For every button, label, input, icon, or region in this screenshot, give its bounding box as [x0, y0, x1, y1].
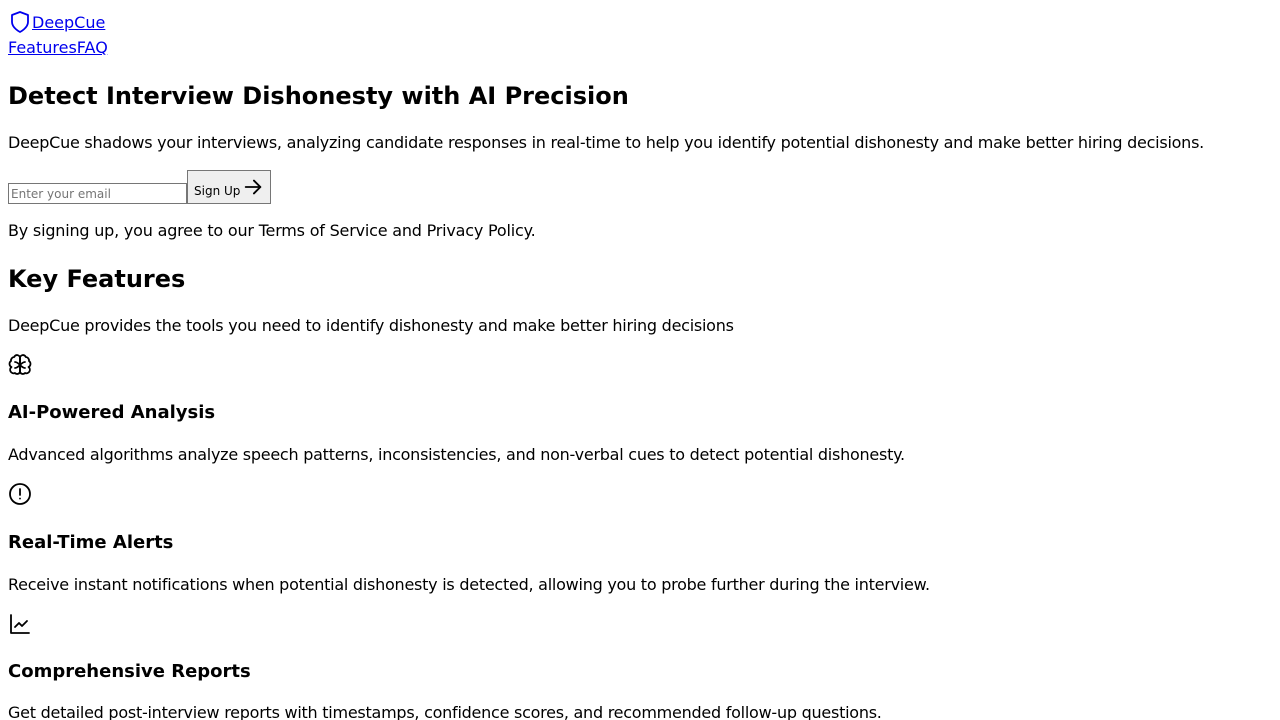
signup-button-label: Sign Up	[194, 184, 241, 198]
feature-title: Comprehensive Reports	[8, 661, 251, 682]
signup-form	[8, 170, 271, 204]
signup-button[interactable]	[187, 170, 271, 204]
email-input[interactable]	[8, 183, 187, 204]
arrow-right-icon	[242, 176, 264, 198]
nav-link-features[interactable]: Features	[8, 38, 77, 57]
feature-description: Advanced algorithms analyze speech patterns, inconsistencies, and non-verbal cues to detect potential dishonesty.	[8, 445, 905, 464]
brand	[8, 8, 105, 34]
brain-icon	[8, 353, 32, 377]
hero-title: Detect Interview Dishonesty with AI Precision	[8, 82, 629, 110]
feature-description: Receive instant notifications when potential dishonesty is detected, allowing you to probe further during the interview.	[8, 575, 930, 594]
shield-icon	[8, 10, 32, 34]
terms-notice: By signing up, you agree to our Terms of Service and Privacy Policy.	[8, 221, 536, 240]
line-chart-icon	[8, 612, 32, 636]
brand-link[interactable]: DeepCue	[32, 13, 106, 32]
features-description: DeepCue provides the tools you need to identify dishonesty and make better hiring decisions	[8, 316, 734, 335]
hero-description: DeepCue shadows your interviews, analyzing candidate responses in real-time to help you identify potential dishonesty and make better hiring decisions.	[8, 133, 1204, 152]
feature-title: AI-Powered Analysis	[8, 402, 216, 423]
feature-title: Real-Time Alerts	[8, 532, 174, 553]
feature-description: Get detailed post-interview reports with timestamps, confidence scores, and recommended follow-up questions.	[8, 703, 882, 720]
alert-circle-icon	[8, 482, 32, 506]
main-nav	[8, 38, 108, 58]
nav-link-faq[interactable]: FAQ	[76, 38, 108, 57]
features-title: Key Features	[8, 265, 186, 293]
